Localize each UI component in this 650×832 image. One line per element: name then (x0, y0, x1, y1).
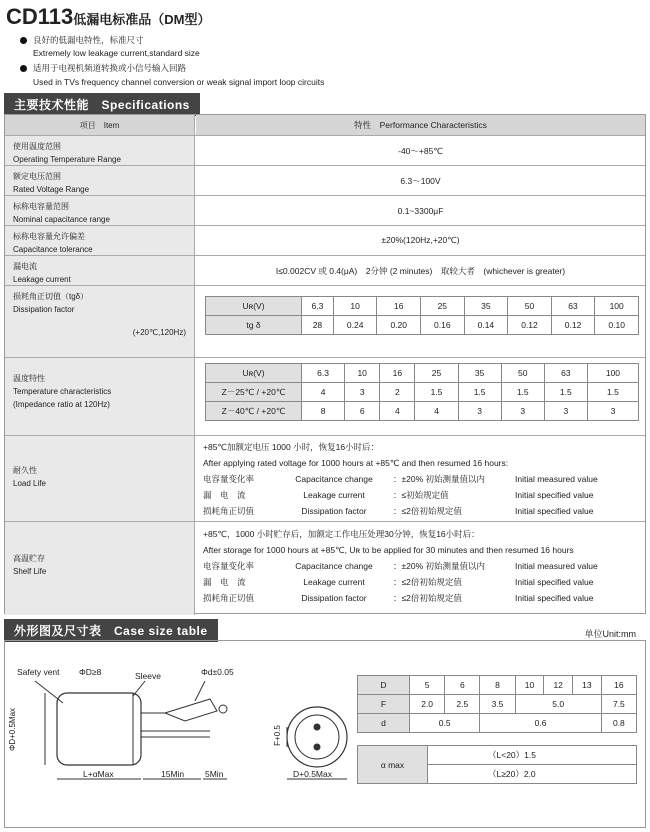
spec-cn: 使用温度范围 (13, 142, 61, 151)
unit-label: 单位Unit:mm (584, 629, 636, 639)
voltage-cell: 6.3 (302, 297, 334, 316)
specifications-table (4, 114, 646, 614)
param-value: ：±20% 初始测量值以内 (393, 474, 486, 484)
row-label: tg δ (206, 316, 302, 335)
feature-2 (20, 62, 186, 74)
case-size-header: 外形图及尺寸表 Case size table (4, 619, 218, 642)
shelf-row (203, 590, 598, 606)
spec-value: 6.3～100V (400, 175, 441, 186)
tgd-cell: 0.14 (464, 316, 508, 335)
end-view-inner (295, 715, 339, 759)
row-label: D (358, 676, 410, 695)
dissipation-table (205, 296, 639, 335)
voltage-cell: 35 (458, 364, 501, 383)
param-value: ：≤2倍初始规定值 (393, 593, 462, 603)
spec-cn: 高温贮存 (13, 554, 45, 563)
z-cell: 3 (345, 383, 380, 402)
size-cell: 2.0 (410, 695, 445, 714)
spec-label (5, 226, 195, 255)
param-cn: 漏 电 流 (203, 577, 246, 587)
plus-marker (219, 705, 227, 713)
length-label: L+αMax (83, 769, 114, 779)
stub-label: 5Min (205, 769, 224, 779)
diameter-label: ΦD+0.5Max (8, 707, 18, 752)
tgd-cell: 0.24 (333, 316, 377, 335)
spec-en: Temperature characteristics (13, 387, 112, 396)
param-cn: 电容量变化率 (203, 474, 255, 484)
param-value: ：≤2倍初始规定值 (393, 577, 462, 587)
lead-diameter-label: Φd±0.05 (201, 667, 234, 677)
feature-1-en: Extremely low leakage current,standard size (33, 48, 200, 58)
spec-en: Shelf Life (13, 567, 47, 576)
size-cell: 0.8 (601, 714, 636, 733)
spec-en: Load Life (13, 479, 46, 488)
z-cell: 1.5 (458, 383, 501, 402)
size-row-D (358, 676, 637, 695)
spec-label (5, 522, 195, 615)
z-cell: 6 (345, 402, 380, 421)
voltage-cell: 35 (464, 297, 508, 316)
size-table (357, 675, 637, 733)
voltage-cell: 10 (345, 364, 380, 383)
spec-cn: 标称电容量允许偏差 (13, 232, 85, 241)
spec-row-dissipation (5, 285, 645, 357)
spec-label (5, 358, 195, 435)
terminal-dot (314, 744, 321, 751)
param-en: Dissipation factor (301, 506, 367, 516)
row-label: Z－40℃ / +20℃ (206, 402, 302, 421)
z-cell: 8 (302, 402, 345, 421)
param-value-en: Initial measured value (515, 474, 598, 484)
end-view-outer (287, 707, 347, 767)
row-label: F (358, 695, 410, 714)
lead-length-label: 15Min (161, 769, 185, 779)
header-characteristics: 特性 Performance Characteristics (196, 115, 645, 135)
z-cell: 3 (458, 402, 501, 421)
row-label: d (358, 714, 410, 733)
spec-label (5, 286, 195, 357)
param-value-en: Initial specified value (515, 490, 594, 500)
tgd-cell: 0.10 (595, 316, 639, 335)
shelf-row (203, 574, 598, 590)
endurance-row (203, 503, 598, 519)
spec-value: 0.1~3300μF (397, 205, 444, 216)
spec-cn: 温度特性 (13, 374, 45, 383)
size-cell: 8 (480, 676, 515, 695)
header-item: 项目 Item (5, 115, 195, 135)
size-cell: 3.5 (480, 695, 515, 714)
spec-en: Operating Temperature Range (13, 155, 121, 164)
voltage-cell: 50 (501, 364, 544, 383)
z-cell: 1.5 (544, 383, 587, 402)
endurance-line-cn: +85℃加额定电压 1000 小时，恢复16小时后： (203, 442, 380, 452)
param-cn: 损耗角正切值 (203, 593, 255, 603)
size-cell: 2.5 (445, 695, 480, 714)
endurance-line-en: After applying rated voltage for 1000 hours at +85℃ and then resumed 16 hours: (203, 458, 509, 468)
voltage-cell: 6.3 (302, 364, 345, 383)
param-en: Leakage current (303, 490, 365, 500)
tgd-cell: 0.16 (421, 316, 465, 335)
shelf-text (203, 526, 598, 606)
row-label: Uʀ(V) (206, 364, 302, 383)
z-cell: 3 (587, 402, 638, 421)
spec-en: Nominal capacitance range (13, 215, 110, 224)
size-cell: 10 (515, 676, 544, 695)
voltage-cell: 25 (415, 364, 458, 383)
dissipation-tgd-row (206, 316, 639, 335)
alpha-value: （L≥20）2.0 (428, 765, 637, 784)
alpha-label: α max (358, 746, 428, 784)
spec-value: I≤0.002CV 或 0.4(μA) 2分钟 (2 minutes) 取较大者 (whichever is greater) (275, 265, 566, 276)
dissipation-condition: (+20℃,120Hz) (132, 328, 186, 337)
feature-1-cn: 良好的低漏电特性，标准尺寸 (33, 35, 144, 45)
lead-leader (195, 681, 205, 701)
sleeve-leader (133, 681, 145, 696)
feature-2-cn: 适用于电视机频道转换或小信号输入回路 (33, 63, 187, 73)
z-cell: 4 (302, 383, 345, 402)
z-cell: 1.5 (415, 383, 458, 402)
voltage-cell: 16 (380, 364, 415, 383)
lead-bend (165, 699, 217, 721)
param-value: ：±20% 初始测量值以内 (393, 561, 486, 571)
spec-cn: 损耗角正切值（tgδ） (13, 292, 89, 301)
voltage-cell: 100 (595, 297, 639, 316)
z-cell: 2 (380, 383, 415, 402)
sleeve-label: Sleeve (135, 671, 161, 681)
spec-label (5, 136, 195, 165)
spec-row-temperature-range (5, 135, 645, 165)
size-row-F (358, 695, 637, 714)
z-cell: 4 (380, 402, 415, 421)
bullet-icon (20, 65, 27, 72)
page-title (6, 4, 211, 30)
temp-voltage-row (206, 364, 639, 383)
spec-cn: 漏电流 (13, 262, 37, 271)
pitch-label: F+0.5 (272, 725, 282, 746)
z-cell: 3 (544, 402, 587, 421)
param-cn: 损耗角正切值 (203, 506, 255, 516)
vent-leader (35, 681, 63, 703)
row-label: Uʀ(V) (206, 297, 302, 316)
spec-row-temperature (5, 357, 645, 435)
param-value-en: Initial measured value (515, 561, 598, 571)
param-en: Dissipation factor (301, 593, 367, 603)
spec-cn: 标称电容量范围 (13, 202, 69, 211)
alpha-value: （L<20）1.5 (428, 746, 637, 765)
spec-cn: 耐久性 (13, 466, 37, 475)
spec-en: Leakage current (13, 275, 71, 284)
tgd-cell: 0.12 (551, 316, 595, 335)
model-number: CD113 (6, 4, 74, 29)
shelf-line-en: After storage for 1000 hours at +85℃, Uʀ to be applied for 30 minutes and then resumed 16 hours (203, 545, 574, 555)
spec-row-voltage-range (5, 165, 645, 195)
spec-en: Rated Voltage Range (13, 185, 90, 194)
param-en: Capacitance change (295, 561, 373, 571)
feature-2-en: Used in TVs frequency channel conversion or weak signal import loop circuits (33, 77, 325, 87)
voltage-cell: 16 (377, 297, 421, 316)
phi-d-label: ΦD≥8 (79, 667, 102, 677)
size-cell: 5 (410, 676, 445, 695)
spec-value: -40～+85℃ (398, 145, 443, 156)
endurance-row (203, 471, 598, 487)
param-value-en: Initial specified value (515, 593, 594, 603)
param-cn: 漏 电 流 (203, 490, 246, 500)
temp-z40-row (206, 402, 639, 421)
param-en: Capacitance change (295, 474, 373, 484)
spec-label (5, 256, 195, 285)
z-cell: 4 (415, 402, 458, 421)
shelf-line-cn: +85℃，1000 小时贮存后，加额定工作电压处理30分钟，恢复16小时后： (203, 529, 480, 539)
feature-1 (20, 34, 144, 46)
model-subtitle: 低漏电标准品（DM型） (73, 12, 211, 27)
endurance-row (203, 487, 598, 503)
size-cell: 12 (544, 676, 573, 695)
tgd-cell: 28 (302, 316, 334, 335)
voltage-cell: 100 (587, 364, 638, 383)
spec-label (5, 166, 195, 195)
param-value-en: Initial specified value (515, 506, 594, 516)
size-cell: 16 (601, 676, 636, 695)
safety-vent-label: Safety vent (17, 667, 60, 677)
spec-en-2: (Impedance ratio at 120Hz) (13, 400, 110, 409)
size-row-d (358, 714, 637, 733)
spec-header-row (5, 115, 645, 135)
voltage-cell: 63 (544, 364, 587, 383)
temperature-table (205, 363, 639, 421)
tgd-cell: 0.12 (508, 316, 552, 335)
param-cn: 电容量变化率 (203, 561, 255, 571)
specifications-header: 主要技术性能 Specifications (4, 93, 200, 116)
size-cell: 0.5 (410, 714, 480, 733)
endurance-text (203, 439, 598, 519)
end-diameter-label: D+0.5Max (293, 769, 332, 779)
row-label: Z－25℃ / +20℃ (206, 383, 302, 402)
spec-row-tolerance (5, 225, 645, 255)
param-value-en: Initial specified value (515, 577, 594, 587)
temp-z25-row (206, 383, 639, 402)
voltage-cell: 63 (551, 297, 595, 316)
capacitor-body (57, 693, 141, 765)
shelf-row (203, 558, 598, 574)
param-value: ：≤初始规定值 (393, 490, 449, 500)
spec-en: Dissipation factor (13, 305, 75, 314)
param-value: ：≤2倍初始规定值 (393, 506, 462, 516)
voltage-cell: 25 (421, 297, 465, 316)
voltage-cell: 10 (333, 297, 377, 316)
spec-row-leakage (5, 255, 645, 285)
spec-label (5, 196, 195, 225)
alpha-row-1 (358, 746, 637, 765)
spec-row-capacitance-range (5, 195, 645, 225)
size-cell: 6 (445, 676, 480, 695)
size-cell: 13 (573, 676, 602, 695)
bullet-icon (20, 37, 27, 44)
spec-cn: 额定电压范围 (13, 172, 61, 181)
tgd-cell: 0.20 (377, 316, 421, 335)
voltage-cell: 50 (508, 297, 552, 316)
spec-label (5, 436, 195, 521)
size-cell: 5.0 (515, 695, 601, 714)
alpha-table (357, 745, 637, 784)
case-diagram-panel (4, 640, 646, 828)
z-cell: 1.5 (587, 383, 638, 402)
size-cell: 0.6 (480, 714, 601, 733)
z-cell: 1.5 (501, 383, 544, 402)
param-en: Leakage current (303, 577, 365, 587)
size-cell: 7.5 (601, 695, 636, 714)
spec-row-shelf-life (5, 521, 645, 615)
z-cell: 3 (501, 402, 544, 421)
terminal-dot (314, 724, 321, 731)
spec-value: ±20%(120Hz,+20℃) (381, 235, 460, 245)
dissipation-voltage-row (206, 297, 639, 316)
spec-row-endurance (5, 435, 645, 521)
spec-en: Capacitance tolerance (13, 245, 93, 254)
